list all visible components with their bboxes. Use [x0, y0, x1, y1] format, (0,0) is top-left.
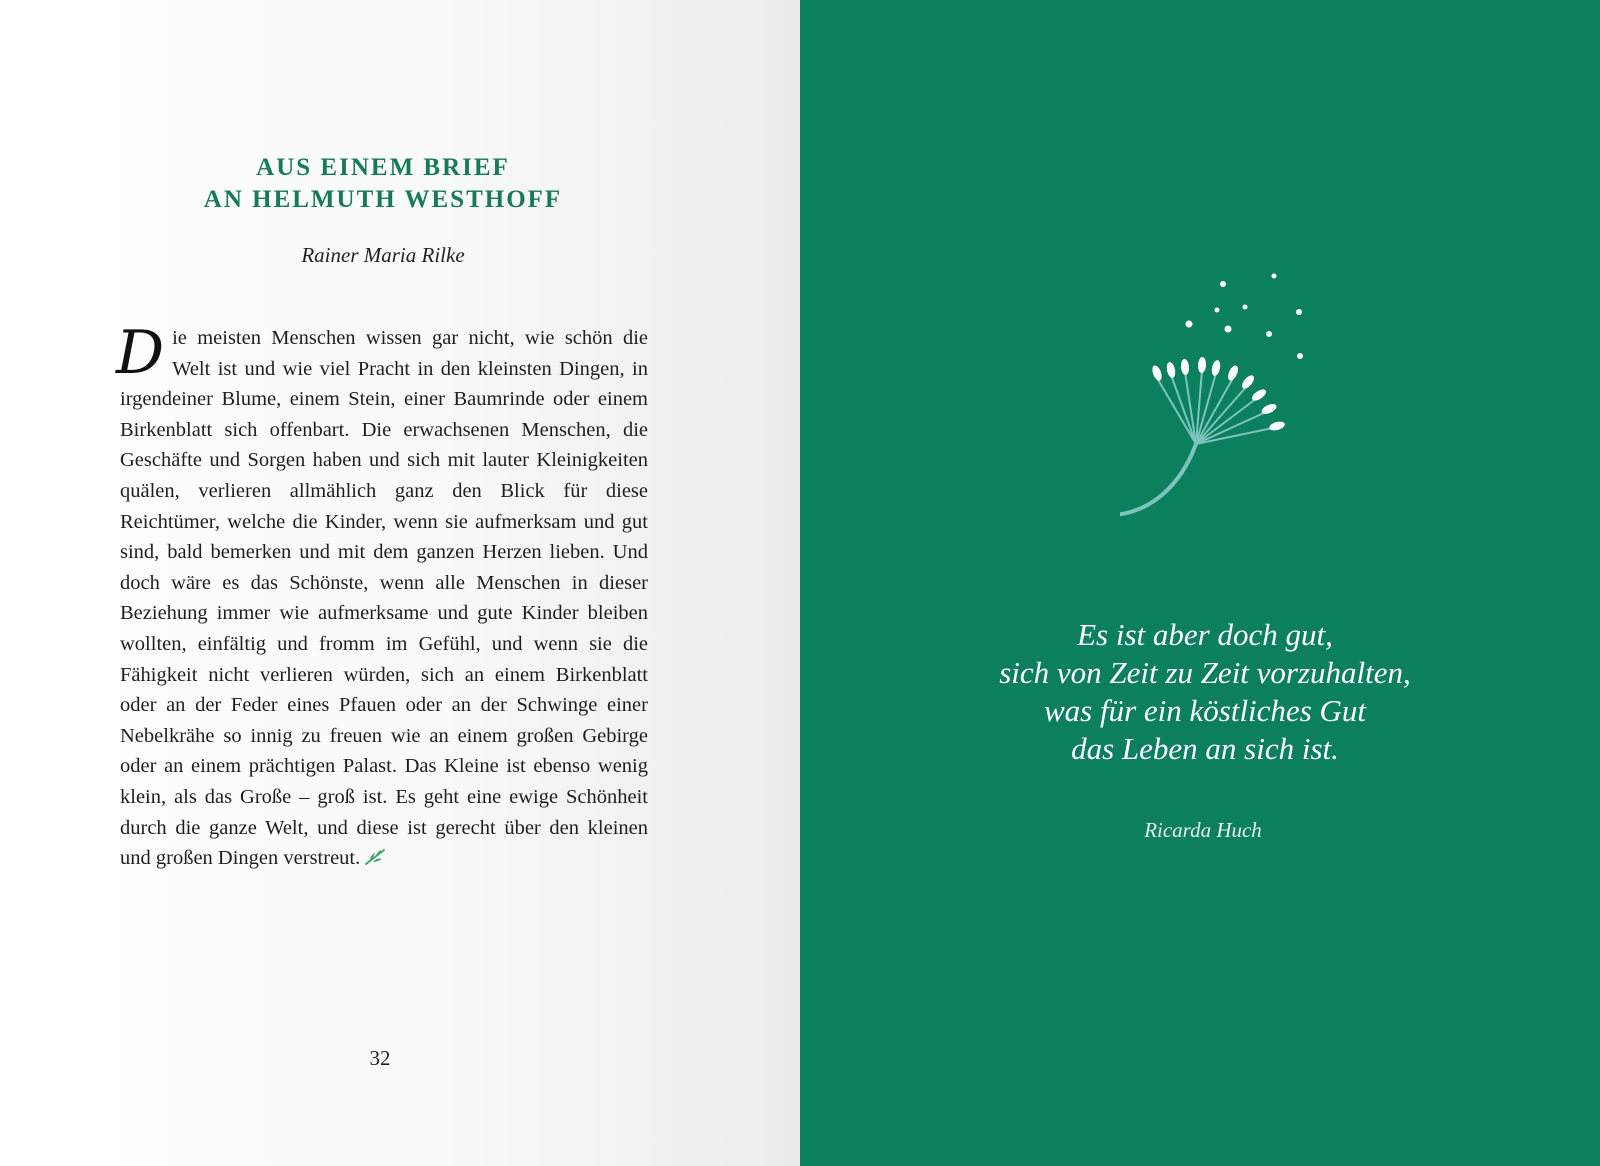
quote-text — [920, 616, 1490, 768]
title-line-2: AN HELMUTH WESTHOFF — [203, 186, 563, 213]
quote-line-4: das Leben an sich ist. — [1071, 731, 1339, 766]
quote-line-3: was für ein köstliches Gut — [1043, 693, 1367, 728]
title-line-1: AUS EINEM BRIEF — [256, 154, 510, 181]
page-number: 32 — [369, 1046, 391, 1070]
body-text — [116, 318, 648, 874]
leaf-sprig-icon — [364, 848, 386, 866]
body-paragraph: ie meisten Menschen wissen gar nicht, wie schön die Welt ist und wie viel Pracht in den kleinsten Dingen, in irgendeiner Blume, einem Stein, einer Baumrinde oder einem Birkenblatt sich offenbart. Die erwachsenen Menschen, die Geschäfte und Sorgen haben und sich mit lauter Kleinigkeiten quälen, verlieren allmählich ganz den Blick für diese Reichtümer, welche die Kinder, wenn sie aufmerksam und gut sind, bald bemerken und mit dem ganzen Herzen lieben. Und doch wäre es das Schönste, wenn alle Menschen in dieser Beziehung immer wie aufmerksame und gute Kinder bleiben wollten, einfältig und fromm im Gefühl, und wenn sie die Fähigkeit nicht verlieren würden, sich an einem Birkenblatt oder an der Feder eines Pfauen oder an der Schwinge einer Nebelkrähe so innig zu freuen wie an einem großen Gebirge oder an einem prächtigen Palast. Das Kleine ist ebenso wenig klein, als das Große – groß ist. Es geht eine ewige Schönheit durch die ganze Welt, und diese ist gerecht über den kleinen und großen Dingen verstreut. — [120, 327, 648, 870]
quote-line-2: sich von Zeit zu Zeit vorzuhalten, — [999, 655, 1411, 690]
author-name: Rainer Maria Rilke — [301, 243, 465, 267]
quote-author: Ricarda Huch — [1144, 818, 1262, 842]
chapter-title — [120, 152, 646, 216]
quote-line-1: Es ist aber doch gut, — [1077, 617, 1333, 652]
drop-cap: D — [116, 318, 165, 388]
right-page — [800, 0, 1600, 1166]
dandelion-icon — [1120, 272, 1340, 542]
